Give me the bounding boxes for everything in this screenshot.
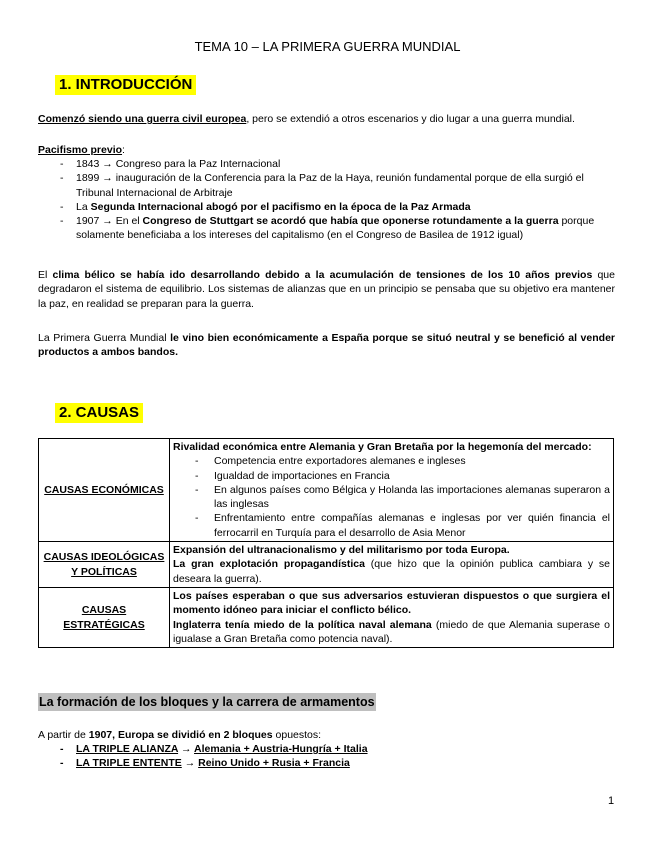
arrow: → (178, 743, 195, 755)
strategic-line-2-bold: Inglaterra tenía miedo de la política naval alemana (173, 618, 432, 631)
table-row (39, 542, 614, 588)
ideological-line-2-bold: La gran explotación propagandística (173, 558, 365, 571)
list-item-text: 1899 → inauguración de la Conferencia para la Paz de la Haya, reunión fundamental porque de ella surgió el Tribunal Internacional de Arbitraje (76, 172, 584, 199)
list-item: - 1899 → inauguración de la Conferencia para la Paz de la Haya, reunión fundamental porque de ella surgió el Tribunal Internacional de Arbitraje (60, 172, 584, 199)
blocs-intro-post: opuestos: (272, 729, 322, 741)
intro-p2-rest: que degradaron el sistema de equilibrio. Los sistemas de alianzas que en un principio se pensaba que su objetivo era mantener la paz, en realidad se preparan para la guerra. (38, 269, 615, 310)
label-line: CAUSAS IDEOLÓGICAS (43, 551, 165, 564)
list-item-bold: Congreso de Stuttgart se acordó que había que oponerse rotundamente a la guerra (142, 215, 559, 228)
intro-paragraph-3 (38, 331, 615, 360)
table-row (39, 587, 614, 647)
intro-p3-pre: La Primera Guerra Mundial (38, 332, 171, 344)
list-item: - Enfrentamiento entre compañías alemanas e inglesas por ver quién financia el ferrocarril en Turquía para el desarrollo de Asia Menor (195, 512, 610, 539)
section-heading-introduction: 1. INTRODUCCIÓN (55, 75, 196, 95)
ideological-line-1: Expansión del ultranacionalismo y del militarismo por toda Europa. (173, 544, 510, 557)
list-item: - 1843 → Congreso para la Paz Internacional (60, 158, 281, 170)
list-item-bold: Segunda Internacional abogó por el pacifismo en la época de la Paz Armada (90, 200, 471, 213)
triple-entente-members: Reino Unido + Rusia + Francia (198, 757, 350, 770)
pacifism-label-line (38, 143, 615, 157)
list-item: - La Segunda Internacional abogó por el pacifismo en la época de la Paz Armada (60, 200, 471, 213)
list-item: - Competencia entre exportadores alemanes e ingleses (195, 455, 466, 468)
table-row (39, 439, 614, 542)
economic-lead: Rivalidad económica entre Alemania y Gran Bretaña por la hegemonía del mercado: (173, 441, 592, 453)
blocs-intro (38, 728, 615, 742)
list-item: - LA TRIPLE ENTENTE → Reino Unido + Rusia + Francia (60, 757, 350, 770)
intro-p2-pre: El (38, 269, 53, 281)
causes-table (38, 438, 614, 648)
label-line: ESTRATÉGICAS (63, 618, 145, 631)
pacifism-colon: : (122, 144, 125, 156)
pacifism-list (38, 157, 615, 243)
intro-paragraph-2 (38, 268, 615, 311)
list-item: - LA TRIPLE ALIANZA → Alemania + Austria-Hungría + Italia (60, 743, 368, 755)
triple-alliance-name: LA TRIPLE ALIANZA (76, 743, 179, 755)
list-item-text: Igualdad de importaciones en Francia (214, 469, 390, 482)
subsection-heading-blocs: La formación de los bloques y la carrera de armamentos (39, 695, 375, 709)
intro-p3-bold: le vino bien económicamente a España porque se situó neutral y se benefició al vender productos a ambos bandos. (38, 332, 615, 359)
strategic-causes-label (39, 587, 170, 647)
strategic-causes-content (170, 587, 614, 647)
page-number: 1 (608, 795, 615, 807)
blocs-list (38, 742, 615, 771)
economic-causes-content (170, 439, 614, 542)
list-item: - 1907 → En el Congreso de Stuttgart se acordó que había que oponerse rotundamente a la guerra porque solamente beneficiaba a los intereses del capitalismo (en el Congreso de Basilea de 1912 igual) (60, 215, 595, 242)
section-heading-causes: 2. CAUSAS (55, 403, 143, 423)
list-item-pre: 1907 → En el (76, 215, 143, 228)
ideological-line-2-rest: (que hizo que la opinión publica cambiara y se deseara la guerra). (173, 558, 611, 585)
pacifism-label: Pacifismo previo (38, 144, 123, 156)
list-item-text: Enfrentamiento entre compañías alemanas e inglesas por ver quién financia el ferrocarril en Turquía para el desarrollo de Asia Menor (214, 512, 610, 539)
strategic-line-2-rest: (miedo de que Alemania superase o igualase a Gran Bretaña como potencia naval). (173, 618, 611, 645)
triple-alliance-members: Alemania + Austria-Hungría + Italia (194, 743, 368, 755)
economic-causes-label: CAUSAS ECONÓMICAS (39, 439, 170, 542)
list-item: - Igualdad de importaciones en Francia (195, 469, 390, 482)
list-item-text: Competencia entre exportadores alemanes e ingleses (214, 455, 466, 468)
intro-p1-rest: , pero se extendió a otros escenarios y dio lugar a una guerra mundial. (246, 113, 575, 125)
label-line: Y POLÍTICAS (71, 565, 137, 578)
triple-entente-name: LA TRIPLE ENTENTE (76, 757, 182, 770)
ideological-causes-content (170, 542, 614, 588)
intro-paragraph-1 (38, 112, 615, 126)
list-item-text: En algunos países como Bélgica y Holanda las importaciones alemanas superaron a las inglesas (214, 483, 610, 511)
intro-p1-bold: Comenzó siendo una guerra civil europea (38, 113, 247, 125)
label-line: CAUSAS (81, 604, 127, 617)
blocs-intro-bold: 1907, Europa se dividió en 2 bloques (88, 729, 273, 741)
list-item-text: 1843 → Congreso para la Paz Internacional (76, 158, 281, 170)
list-item-post: porque solamente beneficiaba a los intereses del capitalismo (en el Congreso de Basilea de 1912 igual) (76, 215, 595, 242)
ideological-causes-label (39, 542, 170, 588)
document-title: TEMA 10 – LA PRIMERA GUERRA MUNDIAL (194, 39, 461, 54)
list-item-pre: La (76, 200, 91, 213)
blocs-intro-pre: A partir de (38, 729, 89, 741)
strategic-line-1: Los países esperaban o que sus adversarios estuvieran dispuestos o que surgiera el momento idóneo para iniciar el conflicto bélico. (173, 589, 610, 617)
intro-p2-bold: clima bélico se había ido desarrollando debido a la acumulación de tensiones de los 10 años previos (52, 269, 593, 281)
arrow: → (181, 757, 199, 770)
list-item: - En algunos países como Bélgica y Holanda las importaciones alemanas superaron a las inglesas (195, 483, 610, 511)
